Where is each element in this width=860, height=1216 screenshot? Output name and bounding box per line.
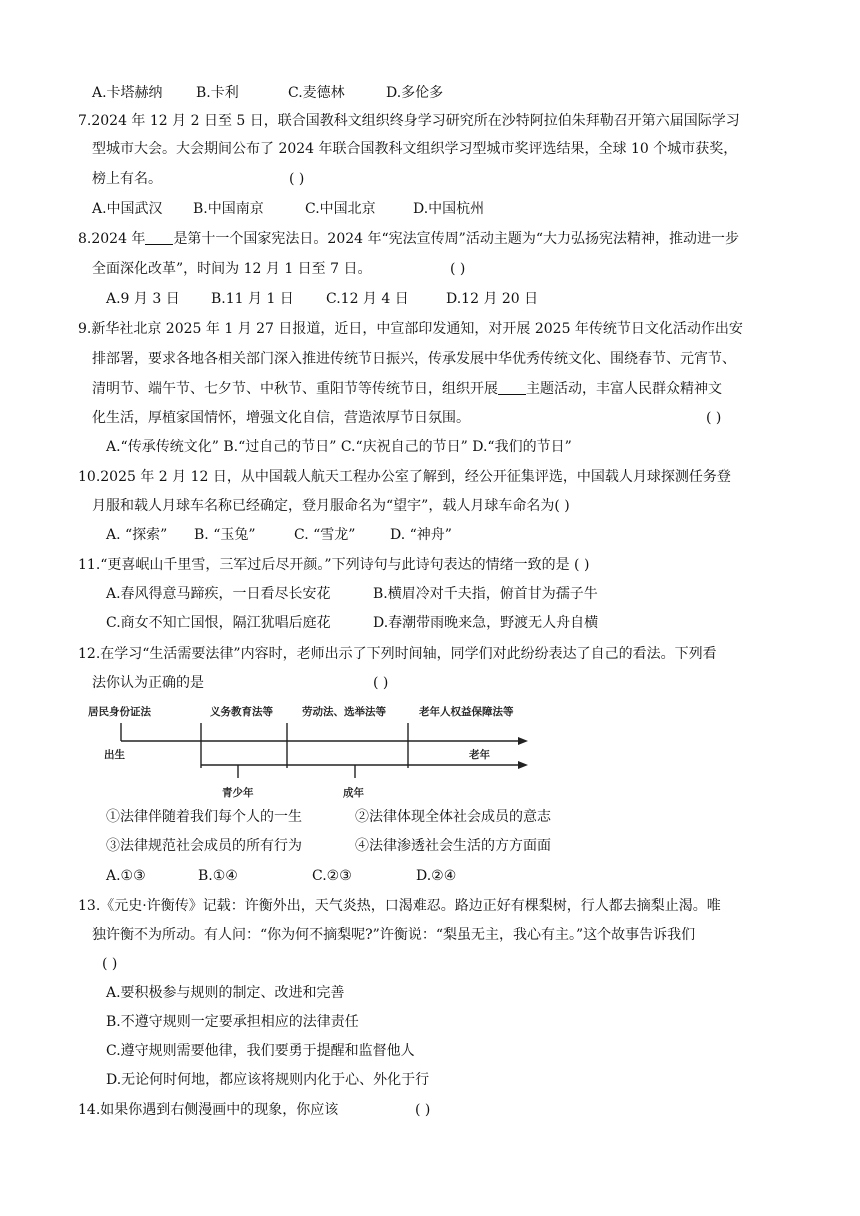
q6-option-b: B.卡利 (196, 85, 239, 101)
q11-line-1: 11.“更喜岷山千里雪，三军过后尽开颜。”下列诗句与此诗句表达的情绪一致的是 ( ) (78, 557, 590, 573)
q6-option-d: D.多伦多 (386, 85, 444, 101)
q9-line-3 (92, 379, 722, 399)
q6-options (92, 83, 443, 103)
timeline-label-old-age: 老年 (469, 749, 490, 761)
timeline-label-adult: 成年 (343, 787, 364, 799)
q13-option-a: A.要积极参与规则的制定、改进和完善 (106, 985, 345, 1001)
q9-options: A.“传承传统文化” B.“过自己的节日” C.“庆祝自己的节日” D.“我们的节日” (106, 439, 572, 455)
q8-line-1a: 8.2024 年 (78, 231, 146, 247)
q13-line-1: 13.《元史·许衡传》记载：许衡外出，天气炎热，口渴难忍。路边正好有棵梨树，行人都去摘梨止渴。唯 (78, 898, 721, 914)
q13-option-c: C.遵守规则需要他律，我们要勇于提醒和监督他人 (106, 1043, 415, 1059)
q12-statement-3: ③法律规范社会成员的所有行为 (106, 838, 302, 854)
timeline-label-youth: 青少年 (222, 787, 254, 799)
q8-line-1 (78, 229, 739, 249)
q7-line-3-text: 榜上有名。 (92, 171, 162, 187)
q14-answer-paren: ( ) (415, 1102, 431, 1118)
q7-option-b: B.中国南京 (193, 201, 264, 217)
q9-blank (498, 379, 526, 395)
q10-options (106, 525, 452, 545)
q13-option-d: D.无论何时何地，都应该将规则内化于心、外化于行 (106, 1072, 430, 1088)
q8-option-a: A.9 月 3 日 (106, 291, 180, 307)
q12-answer-paren: ( ) (373, 675, 389, 691)
q12-option-b: B.①④ (198, 868, 238, 884)
q14-line-1: 14.如果你遇到右侧漫画中的现象，你应该 (78, 1102, 339, 1118)
q8-option-b: B.11 月 1 日 (211, 291, 294, 307)
q12-statement-4: ④法律渗透社会生活的方方面面 (355, 838, 551, 854)
q8-option-c: C.12 月 4 日 (326, 291, 409, 307)
q8-answer-paren: ( ) (450, 261, 466, 277)
q10-option-b: B. “玉兔” (194, 527, 256, 543)
q12-statement-2: ②法律体现全体社会成员的意志 (355, 809, 551, 825)
q6-option-a: A.卡塔赫纳 (92, 85, 163, 101)
q9-line-4: 化生活，厚植家国情怀，增强文化自信，营造浓厚节日氛围。 (92, 410, 470, 426)
q7-option-a: A.中国武汉 (92, 201, 163, 217)
q8-option-d: D.12 月 20 日 (446, 291, 539, 307)
q9-answer-paren: ( ) (706, 410, 722, 426)
q7-option-d: D.中国杭州 (413, 201, 485, 217)
q12-option-a: A.①③ (106, 868, 146, 884)
q9-line-3a: 清明节、端午节、七夕节、中秋节、重阳节等传统节日，组织开展 (92, 381, 498, 397)
q8-line-2: 全面深化改革”，时间为 12 月 1 日至 7 日。 (92, 261, 372, 277)
q12-option-d: D.②④ (416, 868, 457, 884)
timeline-label-birth: 出生 (104, 749, 125, 761)
q8-line-1b: 是第十一个国家宪法日。2024 年“宪法宣传周”活动主题为“大力弘扬宪法精神，推动进一步 (173, 231, 739, 247)
timeline-top-arrow-icon (518, 737, 528, 745)
q9-line-1: 9.新华社北京 2025 年 1 月 27 日报道，近日，中宣部印发通知，对开展 2025 年传统节日文化活动作出安 (78, 321, 743, 337)
q12-option-c: C.②③ (312, 868, 352, 884)
timeline-law-id-card: 居民身份证法 (88, 706, 151, 718)
q7-option-c: C.中国北京 (305, 201, 376, 217)
q11-option-a: A.春风得意马蹄疾，一日看尽长安花 (106, 586, 331, 602)
q9-line-3b: 主题活动，丰富人民群众精神文 (526, 381, 722, 397)
q10-line-2: 月服和载人月球车名称已经确定，登月服命名为“望宇”，载人月球车命名为( ) (92, 498, 570, 514)
q6-option-c: C.麦德林 (288, 85, 345, 101)
q10-option-c: C. “雪龙” (294, 527, 356, 543)
timeline-law-education: 义务教育法等 (210, 706, 273, 718)
q13-answer-paren: ( ) (102, 956, 118, 972)
q10-line-1: 10.2025 年 2 月 12 日，从中国载人航天工程办公室了解到，经公开征集评选，中国载人月球探测任务登 (78, 469, 731, 485)
timeline-bottom-arrow-icon (518, 761, 528, 769)
q12-line-1: 12.在学习“生活需要法律”内容时，老师出示了下列时间轴，同学们对此纷纷表达了自己的看法。下列看 (78, 646, 717, 662)
q7-answer-paren: ( ) (289, 171, 305, 187)
q12-line-2: 法你认为正确的是 (92, 675, 204, 691)
q11-option-b: B.横眉冷对千夫指，俯首甘为孺子牛 (373, 586, 598, 602)
q11-option-c: C.商女不知亡国恨，隔江犹唱后庭花 (106, 615, 331, 631)
q12-options (106, 866, 456, 886)
q10-option-d: D. “神舟” (390, 527, 452, 543)
law-timeline-figure (86, 700, 536, 800)
q7-line-2: 型城市大会。大会期间公布了 2024 年联合国教科文组织学习型城市奖评选结果，全球 10 个城市获奖， (92, 141, 738, 157)
q7-line-3 (92, 169, 162, 189)
timeline-law-labor-election: 劳动法、选举法等 (302, 706, 386, 718)
q10-option-a: A. “探索” (106, 527, 168, 543)
q7-line-1: 7.2024 年 12 月 2 日至 5 日，联合国教科文组织终身学习研究所在沙特阿拉伯朱拜勒召开第六届国际学习 (78, 113, 740, 129)
q13-line-2: 独许衡不为所动。有人问：“你为何不摘梨呢?”许衡说：“梨虽无主，我心有主。”这个故事告诉我们 (92, 927, 696, 943)
q13-option-b: B.不遵守规则一定要承担相应的法律责任 (106, 1014, 359, 1030)
q12-statement-1: ①法律伴随着我们每个人的一生 (106, 809, 302, 825)
q11-option-d: D.春潮带雨晚来急，野渡无人舟自横 (373, 615, 599, 631)
q8-options (106, 289, 538, 309)
q8-blank (145, 229, 173, 245)
q7-options (92, 199, 484, 219)
q9-line-2: 排部署，要求各地各相关部门深入推进传统节日振兴，传承发展中华优秀传统文化、围绕春节、元宵节、 (92, 351, 736, 367)
timeline-law-elderly: 老年人权益保障法等 (419, 706, 514, 718)
